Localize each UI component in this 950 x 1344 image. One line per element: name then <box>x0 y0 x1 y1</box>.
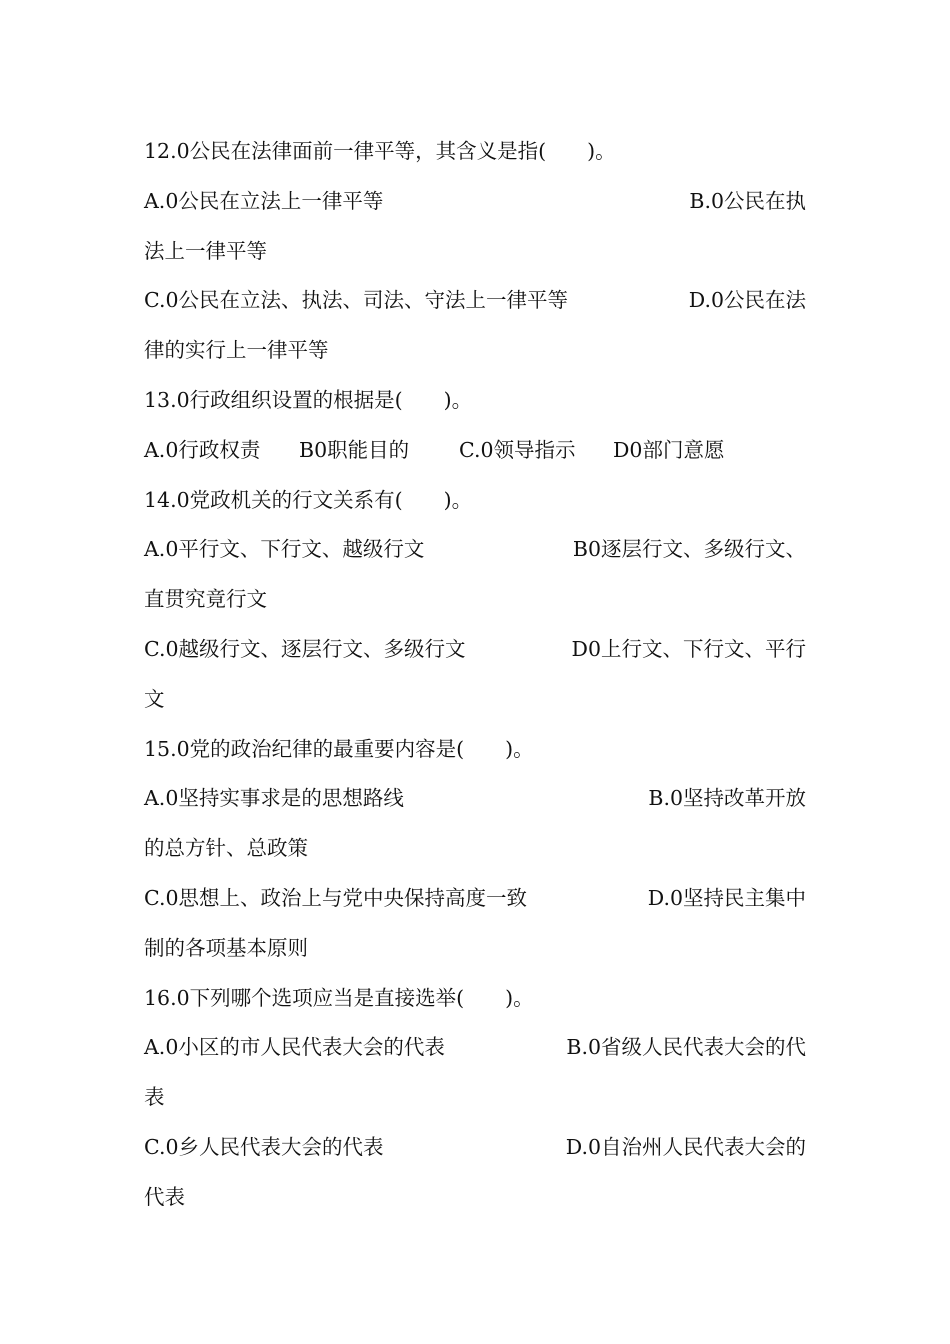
question-15-stem: 15.0党的政治纪律的最重要内容是( )。 <box>144 736 534 761</box>
option-c: C.0越级行文、逐层行文、多级行文 <box>144 636 466 661</box>
question-16-options-ab <box>144 1023 806 1073</box>
option-a: A.0坚持实事求是的思想路线 <box>144 786 404 811</box>
option-d-continuation: 代表 <box>144 1184 185 1209</box>
option-b: B0职能目的 <box>299 437 410 462</box>
option-b: B.0坚持改革开放 <box>648 786 806 811</box>
option-b: B0逐层行文、多级行文、 <box>572 537 806 562</box>
option-a: A.0平行文、下行文、越级行文 <box>144 537 425 562</box>
question-16-options-cd <box>144 1123 806 1173</box>
option-d: D.0公民在法 <box>688 288 806 313</box>
question-list <box>144 127 806 1223</box>
option-b: B.0公民在执 <box>689 188 806 213</box>
question-16-stem: 16.0下列哪个选项应当是直接选举( )。 <box>144 985 534 1010</box>
option-a: A.0小区的市人民代表大会的代表 <box>144 1035 445 1060</box>
option-b-continuation: 直贯究竟行文 <box>144 587 267 612</box>
option-c: C.0思想上、政治上与党中央保持高度一致 <box>144 885 528 910</box>
option-a: A.0公民在立法上一律平等 <box>144 188 384 213</box>
question-14-options-ab <box>144 525 806 575</box>
option-b-continuation: 的总方针、总政策 <box>144 836 308 861</box>
option-d-continuation: 文 <box>144 686 165 711</box>
question-13-options <box>144 426 806 476</box>
option-c: C.0乡人民代表大会的代表 <box>144 1134 384 1159</box>
option-b-continuation: 表 <box>144 1085 165 1110</box>
option-d-continuation: 制的各项基本原则 <box>144 935 308 960</box>
question-13-stem: 13.0行政组织设置的根据是( )。 <box>144 387 473 412</box>
question-15-options-cd <box>144 874 806 924</box>
option-b: B.0省级人民代表大会的代 <box>566 1035 806 1060</box>
question-12-options-cd <box>144 276 806 326</box>
question-14-stem: 14.0党政机关的行文关系有( )。 <box>144 487 473 512</box>
option-b-continuation: 法上一律平等 <box>144 238 267 263</box>
option-c: C.0领导指示 <box>459 437 576 462</box>
option-d: D.0自治州人民代表大会的 <box>565 1134 806 1159</box>
option-d: D.0坚持民主集中 <box>647 885 806 910</box>
option-c: C.0公民在立法、执法、司法、守法上一律平等 <box>144 288 569 313</box>
option-d: D0部门意愿 <box>613 437 725 462</box>
option-d: D0上行文、下行文、平行 <box>571 636 806 661</box>
question-15-options-ab <box>144 774 806 824</box>
option-a: A.0行政权责 <box>144 437 261 462</box>
question-12-stem: 12.0公民在法律面前一律平等，其含义是指( )。 <box>144 139 616 163</box>
question-14-options-cd <box>144 625 806 675</box>
question-12-options-ab <box>144 177 806 227</box>
option-d-continuation: 律的实行上一律平等 <box>144 338 329 363</box>
